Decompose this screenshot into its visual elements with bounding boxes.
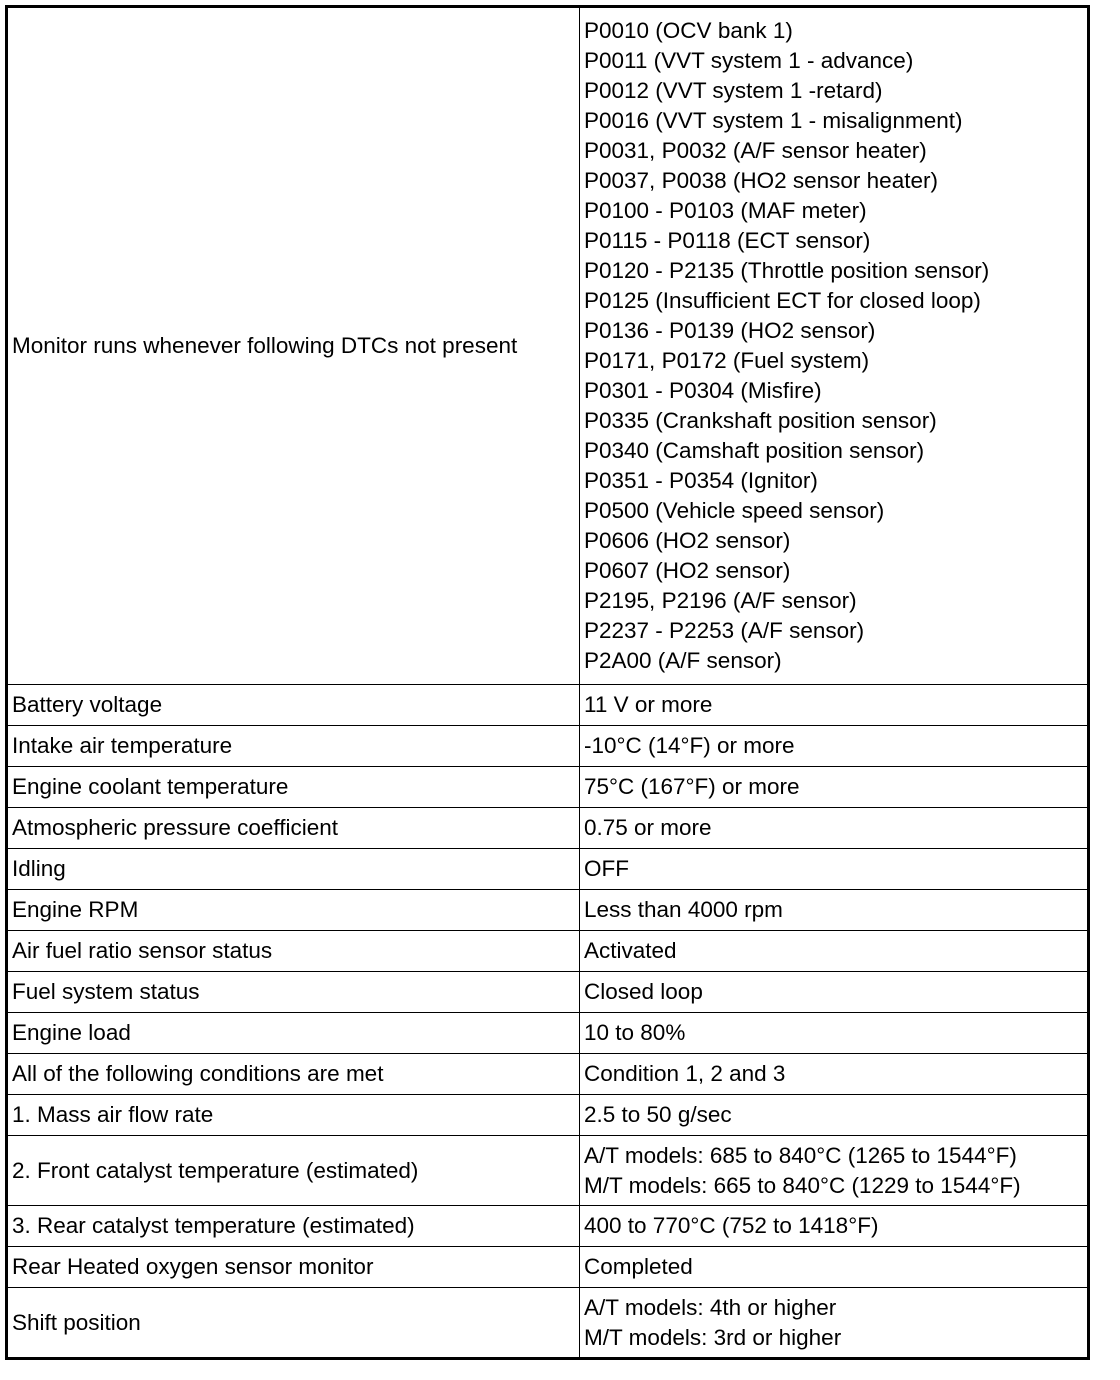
condition-row (7, 1054, 1089, 1095)
condition-value (580, 1136, 1089, 1206)
dtc-item: P0351 - P0354 (Ignitor) (584, 468, 818, 493)
condition-row (7, 1247, 1089, 1288)
dtc-item: P2195, P2196 (A/F sensor) (584, 588, 857, 613)
condition-row (7, 1095, 1089, 1136)
condition-row (7, 1288, 1089, 1359)
condition-value (580, 931, 1089, 972)
dtc-list (580, 7, 1089, 685)
dtc-item: P0171, P0172 (Fuel system) (584, 348, 870, 373)
condition-row (7, 685, 1089, 726)
condition-value-line: 2.5 to 50 g/sec (584, 1102, 732, 1127)
condition-value-line: 75°C (167°F) or more (584, 774, 800, 799)
dtc-row (7, 7, 1089, 685)
condition-label: Engine RPM (7, 890, 580, 931)
condition-label: Idling (7, 849, 580, 890)
dtc-item: P0037, P0038 (HO2 sensor heater) (584, 168, 938, 193)
dtc-item: P0012 (VVT system 1 -retard) (584, 78, 883, 103)
dtc-item: P0031, P0032 (A/F sensor heater) (584, 138, 927, 163)
dtc-item: P0011 (VVT system 1 - advance) (584, 48, 914, 73)
condition-row (7, 808, 1089, 849)
condition-row (7, 1013, 1089, 1054)
condition-value (580, 767, 1089, 808)
dtc-item: P0136 - P0139 (HO2 sensor) (584, 318, 876, 343)
condition-value-line: M/T models: 3rd or higher (584, 1324, 842, 1350)
condition-value-line: 10 to 80% (584, 1020, 686, 1045)
condition-value-line: A/T models: 685 to 840°C (1265 to 1544°F) (584, 1142, 1017, 1168)
condition-row (7, 767, 1089, 808)
condition-value (580, 1013, 1089, 1054)
condition-row (7, 1206, 1089, 1247)
condition-value-line: Completed (584, 1254, 693, 1279)
condition-value-line: Less than 4000 rpm (584, 897, 783, 922)
condition-label: Air fuel ratio sensor status (7, 931, 580, 972)
condition-label: All of the following conditions are met (7, 1054, 580, 1095)
dtc-item: P0115 - P0118 (ECT sensor) (584, 228, 871, 253)
condition-value (580, 1247, 1089, 1288)
condition-value-line: -10°C (14°F) or more (584, 733, 795, 758)
dtc-item: P0607 (HO2 sensor) (584, 558, 791, 583)
dtc-item: P2A00 (A/F sensor) (584, 648, 782, 673)
condition-value (580, 808, 1089, 849)
condition-value (580, 685, 1089, 726)
condition-value (580, 726, 1089, 767)
dtc-item: P0335 (Crankshaft position sensor) (584, 408, 937, 433)
condition-label: Atmospheric pressure coefficient (7, 808, 580, 849)
dtc-item: P0340 (Camshaft position sensor) (584, 438, 925, 463)
dtc-item: P0500 (Vehicle speed sensor) (584, 498, 885, 523)
dtc-item: P0100 - P0103 (MAF meter) (584, 198, 867, 223)
condition-value-line: A/T models: 4th or higher (584, 1294, 837, 1320)
condition-row (7, 849, 1089, 890)
condition-value (580, 1054, 1089, 1095)
condition-value (580, 1095, 1089, 1136)
monitor-conditions-table (5, 5, 1090, 1360)
condition-label: Intake air temperature (7, 726, 580, 767)
condition-value-line: Activated (584, 938, 677, 963)
condition-label: Shift position (7, 1288, 580, 1359)
condition-label: 2. Front catalyst temperature (estimated) (7, 1136, 580, 1206)
condition-value (580, 972, 1089, 1013)
dtc-item: P0125 (Insufficient ECT for closed loop) (584, 288, 981, 313)
condition-value-line: M/T models: 665 to 840°C (1229 to 1544°F) (584, 1172, 1021, 1198)
condition-value-line: OFF (584, 856, 629, 881)
condition-row (7, 726, 1089, 767)
condition-label: 3. Rear catalyst temperature (estimated) (7, 1206, 580, 1247)
dtc-item: P0606 (HO2 sensor) (584, 528, 791, 553)
dtc-item: P0301 - P0304 (Misfire) (584, 378, 822, 403)
condition-value (580, 1288, 1089, 1359)
dtc-row-label: Monitor runs whenever following DTCs not present (7, 7, 580, 685)
condition-row (7, 1136, 1089, 1206)
condition-label: Fuel system status (7, 972, 580, 1013)
condition-label: Battery voltage (7, 685, 580, 726)
condition-value-line: 11 V or more (584, 692, 713, 717)
condition-row (7, 890, 1089, 931)
dtc-item: P0016 (VVT system 1 - misalignment) (584, 108, 963, 133)
condition-row (7, 972, 1089, 1013)
condition-row (7, 931, 1089, 972)
condition-label: Rear Heated oxygen sensor monitor (7, 1247, 580, 1288)
condition-label: Engine load (7, 1013, 580, 1054)
condition-label: Engine coolant temperature (7, 767, 580, 808)
table-body (7, 7, 1089, 1359)
condition-value (580, 890, 1089, 931)
condition-value (580, 849, 1089, 890)
condition-label: 1. Mass air flow rate (7, 1095, 580, 1136)
dtc-item: P2237 - P2253 (A/F sensor) (584, 618, 865, 643)
condition-value (580, 1206, 1089, 1247)
dtc-item: P0010 (OCV bank 1) (584, 18, 793, 43)
condition-value-line: Closed loop (584, 979, 703, 1004)
dtc-item: P0120 - P2135 (Throttle position sensor) (584, 258, 990, 283)
condition-value-line: 0.75 or more (584, 815, 712, 840)
condition-value-line: 400 to 770°C (752 to 1418°F) (584, 1213, 879, 1238)
condition-value-line: Condition 1, 2 and 3 (584, 1061, 786, 1086)
